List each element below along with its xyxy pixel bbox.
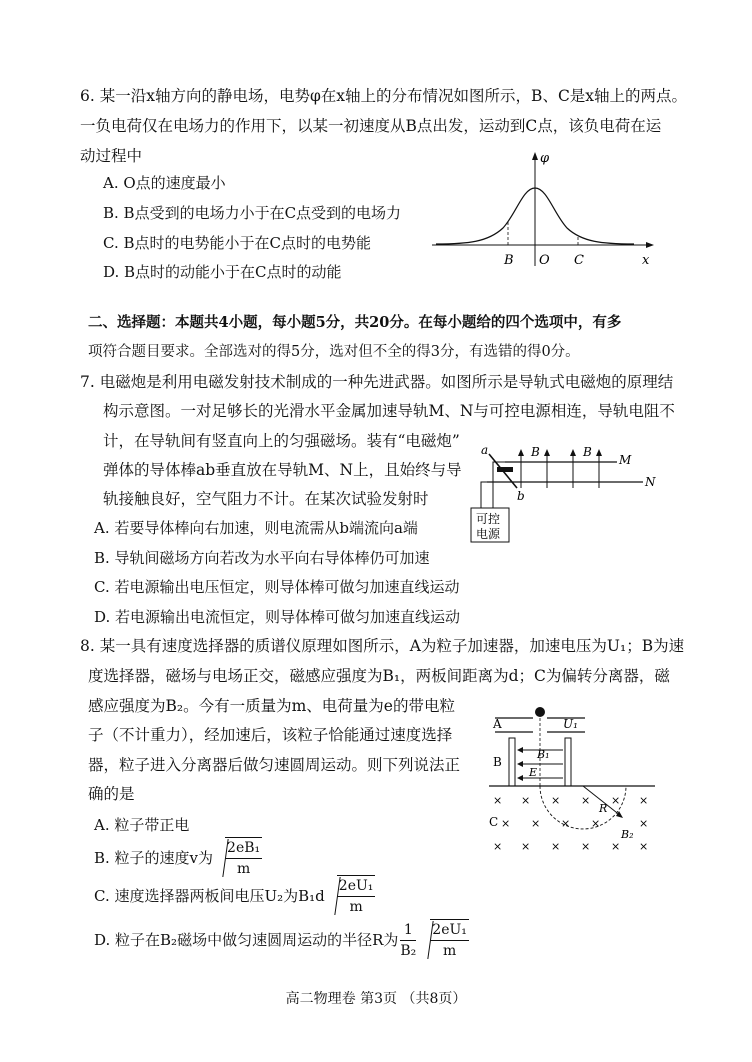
q8-option-b-text: B. 粒子的速度v为: [94, 849, 214, 867]
field-lines: [521, 454, 599, 488]
wire-to-n: [481, 482, 487, 508]
label-b1: B₁: [537, 748, 550, 761]
label-a: A: [493, 717, 502, 731]
rail-n-label: N: [645, 475, 656, 489]
power-source-label-1: 可控: [476, 512, 501, 526]
q7-stem-line-5: 轨接触良好，空气阻力不计。在某次试验发射时: [103, 490, 429, 508]
denominator: B₂: [400, 942, 417, 959]
q7-railgun-diagram: [465, 440, 665, 545]
q8-mass-spectrometer-diagram: [485, 702, 665, 860]
svg-text:×: ×: [561, 817, 571, 830]
numerator: 1: [400, 920, 416, 941]
label-u1: U₁: [563, 717, 578, 731]
svg-text:×: ×: [591, 817, 601, 830]
q6-stem-line-1: 6. 某一沿x轴方向的静电场，电势φ在x轴上的分布情况如图所示，B、C是x轴上的两点。: [80, 87, 688, 105]
svg-text:×: ×: [521, 794, 531, 807]
rail-m-label: M: [619, 453, 632, 467]
sqrt-2eb1-over-m: [213, 837, 262, 879]
label-b: B: [493, 755, 502, 769]
phi-label: φ: [540, 151, 550, 166]
sqrt-2eu1-over-m: [325, 875, 376, 917]
sqrt-2eu1-over-m: [418, 919, 469, 961]
denominator: m: [349, 899, 363, 915]
projectile: [497, 467, 513, 472]
svg-text:×: ×: [551, 794, 561, 807]
one-over-b2: [400, 920, 416, 961]
q8-option-d: [94, 916, 469, 964]
rod-end-b-label: b: [517, 489, 525, 503]
q7-stem-line-3: 计，在导轨间有竖直向上的匀强磁场。装有“电磁炮”: [103, 432, 460, 450]
q6-option-b: B. B点受到的电场力小于在C点受到的电场力: [103, 204, 402, 222]
numerator: 2eU₁: [430, 920, 469, 941]
x-label: x: [642, 253, 650, 268]
denominator: m: [236, 861, 251, 877]
q7-stem-line-4: 弹体的导体棒ab垂直放在导轨M、N上，且始终与导: [103, 461, 462, 479]
svg-text:×: ×: [551, 840, 561, 853]
q7-stem-line-2: 构示意图。一对足够长的光滑水平金属加速导轨M、N与可控电源相连，导轨电阻不: [103, 402, 675, 420]
svg-text:×: ×: [639, 817, 649, 830]
page-footer: 高二物理卷 第3页 （共8页）: [285, 991, 467, 1007]
q8-stem-line-4: 子（不计重力），经加速后，该粒子恰能通过速度选择: [88, 726, 453, 744]
y-axis-arrow: [532, 152, 538, 160]
point-b-label: B: [504, 253, 514, 268]
field-b-label-2: B: [583, 445, 592, 459]
numerator: 2eU₁: [337, 876, 376, 897]
point-o-label: O: [539, 253, 550, 268]
svg-text:×: ×: [611, 794, 621, 807]
q7-stem-line-1: 7. 电磁炮是利用电磁发射技术制成的一种先进武器。如图所示是导轨式电磁炮的原理结: [80, 373, 674, 391]
svg-text:×: ×: [493, 840, 503, 853]
svg-text:×: ×: [581, 840, 591, 853]
q7-option-b: B. 导轨间磁场方向若改为水平向右导体棒仍可加速: [94, 549, 430, 567]
q8-stem-line-1: 8. 某一具有速度选择器的质谱仪原理如图所示，A为粒子加速器，加速电压为U₁；B为速: [80, 637, 685, 655]
svg-text:×: ×: [521, 840, 531, 853]
q6-stem-line-2: 一负电荷仅在电场力的作用下，以某一初速度从B点出发，运动到C点，该负电荷在运: [80, 117, 662, 135]
electric-field-arrowheads: [517, 747, 523, 781]
q8-stem-line-5: 器，粒子进入分离器后做匀速圆周运动。则下列说法正: [88, 756, 461, 774]
magnetic-field-crosses: [493, 794, 648, 853]
svg-text:×: ×: [639, 794, 649, 807]
power-source-label-2: 电源: [476, 527, 501, 541]
q8-option-c-text: C. 速度选择器两板间电压U₂为B₁d: [94, 887, 325, 905]
svg-text:×: ×: [611, 840, 621, 853]
q7-option-c: C. 若电源输出电压恒定，则导体棒可做匀加速直线运动: [94, 578, 460, 596]
svg-text:×: ×: [581, 794, 591, 807]
label-c: C: [489, 815, 499, 829]
q6-option-d: D. B点时的动能小于在C点时的动能: [103, 263, 342, 281]
x-axis-arrow: [646, 242, 654, 248]
q6-option-c: C. B点时的电势能小于在C点时的电势能: [103, 234, 371, 252]
label-e: E: [529, 766, 538, 779]
svg-text:×: ×: [639, 840, 649, 853]
numerator: 2eB₁: [225, 838, 262, 859]
q6-stem-line-3: 动过程中: [80, 147, 143, 165]
point-c-label: C: [574, 253, 584, 268]
selector-plate-left: [509, 738, 515, 786]
q8-stem-line-3: 感应强度为B₂。今有一质量为m、电荷量为e的带电粒: [88, 697, 455, 715]
section-2-heading-line-2: 项符合题目要求。全部选对的得5分，选对但不全的得3分，有选错的得0分。: [88, 344, 580, 360]
q7-option-a: A. 若要导体棒向右加速，则电流需从b端流向a端: [94, 519, 418, 537]
q8-option-d-text: D. 粒子在B₂磁场中做匀速圆周运动的半径R为: [94, 931, 399, 949]
q7-option-d: D. 若电源输出电流恒定，则导体棒可做匀加速直线运动: [94, 608, 461, 626]
selector-plate-right: [565, 738, 571, 786]
svg-text:×: ×: [531, 817, 541, 830]
q8-option-a: A. 粒子带正电: [94, 816, 190, 834]
q8-option-c: [94, 874, 375, 918]
label-r: R: [599, 802, 608, 815]
denominator: m: [442, 943, 457, 959]
q8-stem-line-6: 确的是: [88, 785, 135, 803]
svg-text:×: ×: [501, 817, 511, 830]
q8-stem-line-2: 度选择器，磁场与电场正交，磁感应强度为B₁，两板间距离为d；C为偏转分离器，磁: [88, 667, 670, 685]
rod-end-a-label: a: [481, 443, 489, 457]
circular-path: [540, 786, 626, 829]
section-2-heading-line-1: 二、选择题：本题共4小题，每小题5分，共20分。在每小题给的四个选项中，有多: [88, 314, 622, 331]
label-b2: B₂: [621, 828, 634, 841]
particle-source: [535, 707, 545, 717]
q6-potential-graph: [428, 148, 658, 270]
field-b-label-1: B: [531, 445, 540, 459]
svg-text:×: ×: [493, 794, 503, 807]
q6-option-a: A. O点的速度最小: [103, 174, 226, 192]
